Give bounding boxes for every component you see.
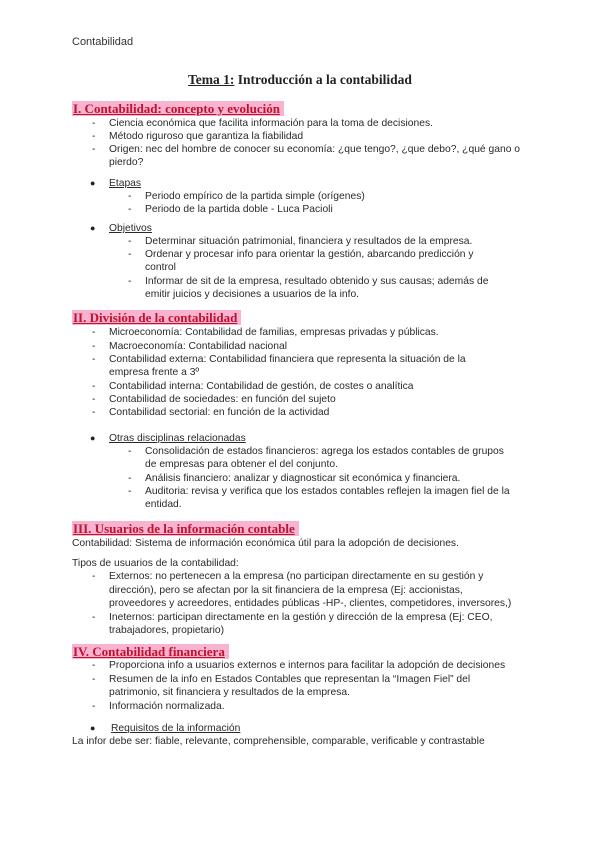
dash: - bbox=[92, 407, 96, 418]
bullet-icon: ● bbox=[90, 723, 96, 733]
list-item-cont: entidad. bbox=[145, 499, 182, 510]
list-item: Contabilidad de sociedades: en función del sujeto bbox=[109, 394, 336, 405]
list-item: Periodo de la partida doble - Luca Pacioli bbox=[145, 204, 333, 215]
bullet-icon: ● bbox=[90, 223, 96, 233]
subheading-objetivos: Objetivos bbox=[109, 223, 152, 234]
list-item: Método riguroso que garantiza la fiabilidad bbox=[109, 131, 304, 142]
bullet-icon: ● bbox=[90, 433, 96, 443]
subheading-etapas: Etapas bbox=[109, 178, 142, 189]
list-item: Ineternos: participan directamente en la gestión y dirección de la empresa (Ej: CEO, bbox=[109, 612, 493, 623]
list-item: Determinar situación patrimonial, financiera y resultados de la empresa. bbox=[145, 236, 473, 247]
list-item-cont: empresa frente a 3º bbox=[109, 367, 200, 378]
dash: - bbox=[92, 394, 96, 405]
paragraph: La infor debe ser: fiable, relevante, comprehensible, comparable, verificable y contrastable bbox=[72, 736, 485, 747]
list-item: Ordenar y procesar info para orientar la gestión, abarcando predicción y bbox=[145, 249, 474, 260]
dash: - bbox=[92, 701, 96, 712]
dash: - bbox=[128, 473, 132, 484]
list-item-cont: patrimonio, sit financiera y resultados de la empresa. bbox=[109, 687, 350, 698]
dash: - bbox=[92, 118, 96, 129]
dash: - bbox=[92, 354, 96, 365]
list-item: Consolidación de estados financieros: agrega los estados contables de grupos bbox=[145, 446, 504, 457]
dash: - bbox=[128, 276, 132, 287]
list-item: Microeconomía: Contabilidad de familias, empresas privadas y públicas. bbox=[109, 327, 439, 338]
list-item: Contabilidad externa: Contabilidad financiera que representa la situación de la bbox=[109, 354, 466, 365]
list-item-cont: proveedores y acreedores, entidades públicas -HP-, clientes, competidores, inversores,) bbox=[109, 598, 512, 609]
list-item-cont: de empresas para obtener el del conjunto. bbox=[145, 459, 338, 470]
list-item-cont: trabajadores, propietario) bbox=[109, 625, 225, 636]
dash: - bbox=[128, 204, 132, 215]
title-tema: Tema 1: bbox=[188, 72, 235, 87]
list-item: Externos: no pertenecen a la empresa (no participan directamente en su gestión y bbox=[109, 571, 484, 582]
list-item: Informar de sit de la empresa, resultado obtenido y sus causas; además de bbox=[145, 276, 489, 287]
subheading-otras: Otras disciplinas relacionadas bbox=[109, 433, 246, 444]
list-item-cont: dirección), pero se afectan por la sit financiera de la empresa (Ej: accionistas, bbox=[109, 585, 463, 596]
dash: - bbox=[92, 381, 96, 392]
list-item: Proporciona info a usuarios externos e internos para facilitar la adopción de decisiones bbox=[109, 660, 506, 671]
dash: - bbox=[92, 660, 96, 671]
list-item: Auditoria: revisa y verifica que los estados contables reflejen la imagen fiel de la bbox=[145, 486, 510, 497]
bullet-icon: ● bbox=[90, 178, 96, 188]
list-item: Ciencia económica que facilita información para la toma de decisiones. bbox=[109, 118, 433, 129]
paragraph: Tipos de usuarios de la contabilidad: bbox=[72, 558, 239, 569]
subheading-requisitos: Requisitos de la información bbox=[111, 723, 241, 734]
section-heading-3: III. Usuarios de la información contable bbox=[72, 521, 299, 536]
section-heading-1: I. Contabilidad: concepto y evolución bbox=[72, 101, 284, 116]
dash: - bbox=[92, 131, 96, 142]
list-item: Contabilidad sectorial: en función de la actividad bbox=[109, 407, 330, 418]
list-item: Macroeconomía: Contabilidad nacional bbox=[109, 341, 288, 352]
dash: - bbox=[128, 236, 132, 247]
title-text: Introducción a la contabilidad bbox=[234, 72, 412, 87]
dash: - bbox=[128, 249, 132, 260]
dash: - bbox=[92, 327, 96, 338]
dash: - bbox=[128, 446, 132, 457]
section-heading-2: II. División de la contabilidad bbox=[72, 310, 241, 325]
list-item: Origen: nec del hombre de conocer su economía: ¿que tengo?, ¿que debo?, ¿qué gano o bbox=[109, 144, 521, 155]
dash: - bbox=[92, 571, 96, 582]
dash: - bbox=[92, 612, 96, 623]
list-item: Resumen de la info en Estados Contables que representan la “Imagen Fiel” del bbox=[109, 674, 471, 685]
list-item-cont: pierdo? bbox=[109, 157, 144, 168]
dash: - bbox=[92, 674, 96, 685]
page-header: Contabilidad bbox=[72, 36, 134, 48]
list-item: Contabilidad interna: Contabilidad de gestión, de costes o analítica bbox=[109, 381, 414, 392]
dash: - bbox=[128, 191, 132, 202]
dash: - bbox=[92, 144, 96, 155]
dash: - bbox=[128, 486, 132, 497]
list-item-cont: emitir juicios y decisiones a usuarios de la info. bbox=[145, 289, 360, 300]
section-heading-4: IV. Contabilidad financiera bbox=[72, 644, 229, 659]
list-item: Información normalizada. bbox=[109, 701, 225, 712]
list-item-cont: control bbox=[145, 262, 176, 273]
list-item: Análisis financiero: analizar y diagnosticar sit económica y financiera. bbox=[145, 473, 461, 484]
dash: - bbox=[92, 341, 96, 352]
page-title bbox=[0, 72, 600, 88]
paragraph: Contabilidad: Sistema de información económica útil para la adopción de decisiones. bbox=[72, 538, 459, 549]
list-item: Periodo empírico de la partida simple (orígenes) bbox=[145, 191, 365, 202]
